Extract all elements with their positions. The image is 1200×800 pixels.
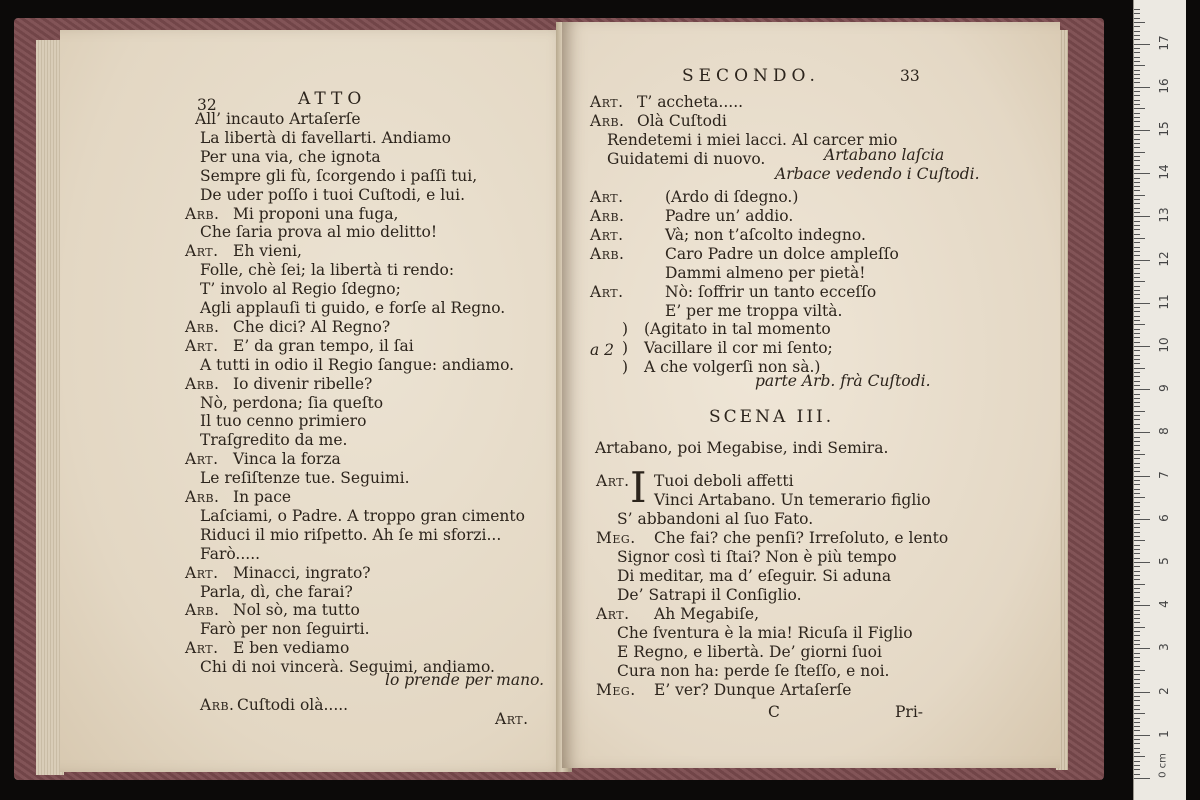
verse-line: All’ incauto Artaſerſe: [195, 110, 361, 128]
ruler-tick: [1134, 342, 1140, 343]
verse-line: Dammi almeno per pietà!: [665, 264, 866, 282]
ruler-tick: [1134, 575, 1140, 576]
ruler-tick: [1134, 653, 1140, 654]
page-number: 33: [900, 67, 920, 85]
ruler-tick: [1134, 203, 1140, 204]
verse-line: Di meditar, ma d’ eſeguir. Si aduna: [617, 567, 892, 585]
ruler-tick: [1134, 13, 1140, 14]
ruler-tick: [1134, 622, 1140, 623]
ruler-tick: [1134, 113, 1140, 114]
ruler-number: 9: [1157, 384, 1171, 393]
ruler-tick: [1134, 247, 1140, 248]
ruler-tick: [1134, 527, 1140, 528]
verse-line: Laſciami, o Padre. A troppo gran cimento: [200, 506, 525, 525]
ruler-tick: [1134, 666, 1140, 667]
ruler-tick: [1134, 242, 1140, 243]
verse-line: T’ involo al Regio ſdegno;: [200, 280, 401, 299]
speaker-label: Art.: [590, 283, 624, 301]
verse-line: (Ardo di ſdegno.): [665, 188, 799, 206]
ruler-tick: [1134, 303, 1150, 304]
ruler-tick: [1134, 735, 1150, 736]
brace-mark: ): [622, 358, 629, 376]
speaker-label: Art.: [185, 563, 219, 582]
speaker-label: Art.: [185, 450, 219, 469]
speaker-label: Art.: [590, 188, 624, 206]
ruler-number: 14: [1157, 164, 1171, 180]
ruler-tick: [1134, 389, 1150, 390]
ruler-tick: [1134, 216, 1150, 217]
ruler-tick: [1134, 48, 1140, 49]
ruler-tick: [1134, 394, 1140, 395]
measuring-ruler: [1133, 0, 1186, 800]
ruler-tick: [1134, 199, 1140, 200]
ruler-tick: [1134, 510, 1140, 511]
ruler-number: 2: [1157, 686, 1171, 695]
ruler-tick: [1134, 432, 1150, 433]
ruler-tick: [1134, 441, 1140, 442]
speaker-label: Meg.: [596, 529, 636, 547]
drop-cap: I: [630, 463, 647, 512]
verse-line: S’ abbandoni al ſuo Fato.: [617, 510, 814, 528]
ruler-tick: [1134, 480, 1140, 481]
speaker-label: Meg.: [596, 681, 636, 699]
verse-line: E ben vediamo: [233, 639, 350, 658]
ruler-number: 16: [1157, 78, 1171, 94]
verse-line: Olà Cuſtodi: [637, 112, 727, 130]
ruler-number: 1: [1157, 729, 1171, 738]
ruler-tick: [1134, 705, 1140, 706]
speaker-label: Arb.: [590, 112, 625, 130]
ruler-tick: [1134, 87, 1150, 88]
ruler-tick: [1134, 743, 1140, 744]
ruler-tick: [1134, 765, 1140, 766]
speaker-label: Art.: [596, 472, 630, 490]
ruler-tick: [1134, 52, 1140, 53]
ruler-tick: [1134, 333, 1140, 334]
ruler-tick: [1134, 160, 1140, 161]
ruler-tick: [1134, 22, 1145, 23]
duet-line: (Agitato in tal momento: [644, 320, 831, 338]
ruler-tick: [1134, 614, 1140, 615]
ruler-tick: [1134, 156, 1140, 157]
ruler-number: 7: [1157, 470, 1171, 479]
ruler-tick: [1134, 212, 1140, 213]
page-number: 32: [197, 96, 217, 114]
speaker-abbrev: Arb.: [200, 696, 235, 714]
ruler-tick: [1134, 143, 1140, 144]
ruler-tick: [1134, 437, 1140, 438]
ruler-tick: [1134, 195, 1145, 196]
ruler-tick: [1134, 769, 1140, 770]
scene-cast: Artabano, poi Megabise, indi Semira.: [595, 439, 889, 457]
stage-direction: Arbace vedendo i Cuſtodi.: [775, 165, 980, 183]
ruler-tick: [1134, 65, 1145, 66]
ruler-tick: [1134, 95, 1140, 96]
verse-line: T’ accheta.....: [637, 93, 744, 111]
ruler-tick: [1134, 532, 1140, 533]
scene-title: SCENA III.: [709, 407, 835, 427]
ruler-tick: [1134, 627, 1145, 628]
speaker-label: Arb.: [185, 204, 220, 223]
verse-line: Chi di noi vincerà. Seguimi, andiamo.: [200, 658, 495, 677]
ruler-tick: [1134, 91, 1140, 92]
ruler-tick: [1134, 350, 1140, 351]
ruler-tick: [1134, 316, 1140, 317]
ruler-tick: [1134, 761, 1140, 762]
ruler-tick: [1134, 584, 1145, 585]
ruler-tick: [1134, 372, 1140, 373]
verse-line: E Regno, e libertà. De’ giorni ſuoi: [617, 643, 882, 661]
duet-line: A che volgerſi non sà.): [644, 358, 821, 376]
ruler-tick: [1134, 657, 1140, 658]
ruler-tick: [1134, 277, 1140, 278]
ruler-tick: [1134, 406, 1140, 407]
verse-line: Per una via, che ignota: [200, 147, 381, 166]
ruler-tick: [1134, 363, 1140, 364]
ruler-tick: [1134, 260, 1150, 261]
verse-line: Guidatemi di nuovo.: [607, 150, 766, 168]
ruler-tick: [1134, 454, 1145, 455]
ruler-tick: [1134, 476, 1150, 477]
speaker-label: Arb.: [590, 245, 625, 263]
ruler-tick: [1134, 35, 1140, 36]
brace-mark: ): [622, 339, 629, 357]
ruler-tick: [1134, 597, 1140, 598]
verse-line: Le reſiſtenze tue. Seguimi.: [200, 469, 410, 488]
ruler-tick: [1134, 497, 1145, 498]
ruler-number: 6: [1157, 513, 1171, 522]
ruler-tick: [1134, 130, 1150, 131]
verse-line: E’ da gran tempo, il ſai: [233, 336, 414, 355]
verse-line: Cura non ha: perde ſe ſteſſo, e noi.: [617, 662, 890, 680]
ruler-tick: [1134, 445, 1140, 446]
right-page: [562, 22, 1060, 768]
ruler-tick: [1134, 588, 1140, 589]
ruler-tick: [1134, 605, 1150, 606]
verse-line: Mi proponi una fuga,: [233, 204, 399, 223]
ruler-tick: [1134, 238, 1145, 239]
ruler-tick: [1134, 514, 1140, 515]
signature-mark: C: [768, 703, 781, 721]
ruler-tick: [1134, 419, 1140, 420]
ruler-tick: [1134, 281, 1145, 282]
ruler-tick: [1134, 566, 1140, 567]
stage-direction: lo prende per mano.: [385, 671, 545, 689]
ruler-tick: [1134, 346, 1150, 347]
ruler-tick: [1134, 290, 1140, 291]
ruler-tick: [1134, 696, 1140, 697]
ruler-tick: [1134, 631, 1140, 632]
ruler-tick: [1134, 752, 1140, 753]
ruler-tick: [1134, 355, 1140, 356]
ruler-tick: [1134, 39, 1140, 40]
ruler-number: 13: [1157, 207, 1171, 224]
ruler-tick: [1134, 108, 1145, 109]
verse-line: Tuoi deboli affetti: [654, 472, 794, 490]
ruler-tick: [1134, 774, 1140, 775]
speaker-label: Art.: [596, 605, 630, 623]
ruler-tick: [1134, 519, 1150, 520]
ruler-tick: [1134, 100, 1140, 101]
ruler-tick: [1134, 70, 1140, 71]
verse-line: Caro Padre un dolce ampleſſo: [665, 245, 899, 263]
ruler-tick: [1134, 307, 1140, 308]
ruler-tick: [1134, 756, 1145, 757]
ruler-tick: [1134, 674, 1140, 675]
ruler-tick: [1134, 121, 1140, 122]
ruler-tick: [1134, 385, 1140, 386]
ruler-tick: [1134, 82, 1140, 83]
ruler-tick: [1134, 208, 1140, 209]
ruler-tick: [1134, 739, 1140, 740]
verse-line: Cuſtodi olà.....: [237, 696, 349, 714]
verse-line: Nol sò, ma tutto: [233, 601, 360, 620]
ruler-tick: [1134, 558, 1140, 559]
ruler-number: 11: [1157, 294, 1171, 310]
verse-line: Folle, chè ſei; la libertà ti rendo:: [200, 261, 455, 280]
ruler-tick: [1134, 268, 1140, 269]
ruler-tick: [1134, 523, 1140, 524]
running-header: SECONDO.: [682, 66, 820, 86]
ruler-tick: [1134, 273, 1140, 274]
ruler-tick: [1134, 311, 1140, 312]
ruler-tick: [1134, 428, 1140, 429]
ruler-tick: [1134, 117, 1140, 118]
ruler-tick: [1134, 186, 1140, 187]
ruler-tick: [1134, 571, 1140, 572]
ruler-tick: [1134, 709, 1140, 710]
brace-mark: ): [622, 320, 629, 338]
ruler-number: 4: [1157, 600, 1171, 609]
ruler-tick: [1134, 683, 1140, 684]
duet-line: Vacillare il cor mi ſento;: [644, 339, 833, 357]
speaker-label: Art.: [590, 226, 624, 244]
verse-line: De’ Satrapi il Conſiglio.: [617, 586, 802, 604]
catchword: Art.: [495, 710, 529, 728]
verse-line: Agli applauſi ti guido, e forſe al Regno.: [200, 299, 506, 317]
verse-line: Che dici? Al Regno?: [233, 317, 391, 336]
ruler-tick: [1134, 411, 1145, 412]
ruler-tick: [1134, 126, 1140, 127]
ruler-tick: [1134, 579, 1140, 580]
ruler-tick: [1134, 458, 1140, 459]
ruler-tick: [1134, 298, 1140, 299]
ruler-tick: [1134, 173, 1150, 174]
verse-line: Padre un’ addio.: [665, 207, 794, 225]
ruler-tick: [1134, 635, 1140, 636]
left-page: [60, 30, 572, 772]
ruler-tick: [1134, 368, 1145, 369]
ruler-number: 3: [1157, 643, 1171, 652]
ruler-tick: [1134, 359, 1140, 360]
ruler-tick: [1134, 718, 1140, 719]
ruler-tick: [1134, 640, 1140, 641]
verse-line: Và; non t’aſcolto indegno.: [665, 226, 866, 244]
stage-direction: Artabano laſcia: [824, 146, 945, 164]
verse-line: Farò.....: [200, 544, 261, 563]
ruler-number: 15: [1157, 121, 1171, 137]
ruler-tick: [1134, 502, 1140, 503]
ruler-tick: [1134, 26, 1140, 27]
speaker-label: Art.: [590, 93, 624, 111]
verse-line: Farò per non ſeguirti.: [200, 620, 370, 639]
ruler-tick: [1134, 489, 1140, 490]
verse-line: Riduci il mio riſpetto. Ah ſe mi sforzi...: [200, 525, 502, 544]
ruler-tick: [1134, 57, 1140, 58]
verse-line: E’ per me troppa viltà.: [665, 302, 843, 320]
ruler-tick: [1134, 398, 1140, 399]
verse-line: Ah Megabiſe,: [654, 605, 760, 623]
ruler-tick: [1134, 329, 1140, 330]
ruler-tick: [1134, 679, 1140, 680]
ruler-tick: [1134, 644, 1140, 645]
ruler-tick: [1134, 147, 1140, 148]
ruler-tick: [1134, 255, 1140, 256]
ruler-tick: [1134, 376, 1140, 377]
ruler-tick: [1134, 264, 1140, 265]
ruler-tick: [1134, 670, 1145, 671]
ruler-tick: [1134, 471, 1140, 472]
ruler-tick: [1134, 190, 1140, 191]
speaker-label: Arb.: [185, 601, 220, 620]
verse-line: Che ſventura è la mia! Ricuſa il Figlio: [617, 624, 913, 642]
verse-line: Sempre gli fù, ſcorgendo i paſſi tui,: [200, 166, 478, 185]
verse-line: Parla, dì, che farai?: [200, 582, 353, 601]
speaker-label: Art.: [185, 639, 219, 658]
ruler-tick: [1134, 618, 1140, 619]
ruler-tick: [1134, 467, 1140, 468]
ruler-tick: [1134, 44, 1150, 45]
ruler-tick: [1134, 592, 1140, 593]
ruler-tick: [1134, 74, 1140, 75]
ruler-tick: [1134, 221, 1140, 222]
ruler-tick: [1134, 601, 1140, 602]
ruler-tick: [1134, 402, 1140, 403]
ruler-tick: [1134, 545, 1140, 546]
verse-line: Il tuo cenno primiero: [200, 412, 367, 431]
stage-direction: parte Arb. frà Cuſtodi.: [755, 372, 931, 390]
ruler-tick: [1134, 692, 1150, 693]
speaker-label: Art.: [185, 336, 219, 355]
verse-line: Rendetemi i miei lacci. Al carcer mio: [607, 131, 898, 149]
ruler-number: 5: [1157, 557, 1171, 565]
speaker-label: [200, 696, 235, 714]
ruler-tick: [1134, 251, 1140, 252]
ruler-tick: [1134, 324, 1145, 325]
verse-line: Nò, perdona; ſia queſto: [200, 393, 384, 412]
ruler-tick: [1134, 415, 1140, 416]
ruler-tick: [1134, 337, 1140, 338]
ruler-tick: [1134, 536, 1140, 537]
ruler-tick: [1134, 687, 1140, 688]
ruler-tick: [1134, 225, 1140, 226]
verse-line: E’ ver? Dunque Artaſerſe: [654, 681, 852, 699]
ruler-number: 12: [1157, 250, 1171, 267]
ruler-tick: [1134, 730, 1140, 731]
ruler-tick: [1134, 463, 1140, 464]
ruler-tick: [1134, 9, 1140, 10]
verse-line: Signor così ti ſtai? Non è più tempo: [617, 548, 897, 566]
ruler-tick: [1134, 134, 1140, 135]
catchword: Pri-: [895, 703, 924, 721]
ruler-tick: [1134, 648, 1150, 649]
ruler-tick: [1134, 78, 1140, 79]
ruler-tick: [1134, 165, 1140, 166]
ruler-tick: [1134, 18, 1140, 19]
ruler-tick: [1134, 234, 1140, 235]
ruler-tick: [1134, 748, 1140, 749]
verse-line: Minacci, ingrato?: [233, 563, 371, 582]
ruler-number: 10: [1157, 337, 1171, 353]
verse-line: La libertà di favellarti. Andiamo: [200, 128, 451, 147]
speaker-label: Arb.: [590, 207, 625, 225]
ruler-tick: [1134, 381, 1140, 382]
ruler-tick: [1134, 553, 1140, 554]
verse-line: Traſgredito da me.: [200, 431, 348, 450]
ruler-tick: [1134, 562, 1150, 563]
ruler-tick: [1134, 506, 1140, 507]
ruler-tick: [1134, 540, 1145, 541]
ruler-tick: [1134, 424, 1140, 425]
ruler-tick: [1134, 700, 1140, 701]
duet-label: a 2: [590, 341, 615, 359]
ruler-tick: [1134, 320, 1140, 321]
ruler-tick: [1134, 178, 1140, 179]
ruler-tick: [1134, 549, 1140, 550]
ruler-tick: [1134, 722, 1140, 723]
ruler-tick: [1134, 450, 1140, 451]
speaker-label: Arb.: [185, 374, 220, 393]
ruler-tick: [1134, 104, 1140, 105]
verse-line: Che fai? che penſi? Irreſoluto, e lento: [654, 529, 949, 547]
ruler-tick: [1134, 182, 1140, 183]
ruler-number: 8: [1157, 427, 1171, 436]
ruler-tick: [1134, 286, 1140, 287]
ruler-tick: [1134, 493, 1140, 494]
verse-line: Eh vieni,: [233, 242, 302, 261]
verse-line: De uder poſſo i tuoi Cuſtodi, e lui.: [200, 185, 466, 204]
running-header: ATTO: [298, 89, 367, 109]
ruler-tick: [1134, 713, 1145, 714]
ruler-tick: [1134, 139, 1140, 140]
verse-line: Io divenir ribelle?: [233, 374, 373, 393]
verse-line: Vinca la forza: [233, 450, 341, 469]
verse-line: Nò: ſoffrir un tanto ecceſſo: [665, 283, 877, 301]
ruler-tick: [1134, 152, 1145, 153]
ruler-tick: [1134, 610, 1140, 611]
verse-line: In pace: [233, 488, 292, 506]
ruler-tick: [1134, 31, 1140, 32]
ruler-number: 17: [1157, 34, 1171, 51]
verse-line: A tutti in odio il Regio ſangue: andiamo.: [200, 355, 515, 374]
ruler-tick: [1134, 661, 1140, 662]
speaker-label: Arb.: [185, 488, 220, 506]
ruler-tick: [1134, 61, 1140, 62]
ruler-tick: [1134, 778, 1150, 779]
ruler-tick: [1134, 484, 1140, 485]
ruler-tick: [1134, 726, 1140, 727]
speaker-label: Arb.: [185, 317, 220, 336]
ruler-tick: [1134, 229, 1140, 230]
ruler-unit-label: 0 cm: [1157, 753, 1169, 778]
ruler-tick: [1134, 294, 1140, 295]
verse-line: Che ſaria prova al mio delitto!: [200, 223, 438, 242]
verse-line: Vinci Artabano. Un temerario figlio: [654, 491, 931, 509]
speaker-label: Art.: [185, 242, 219, 261]
ruler-tick: [1134, 169, 1140, 170]
